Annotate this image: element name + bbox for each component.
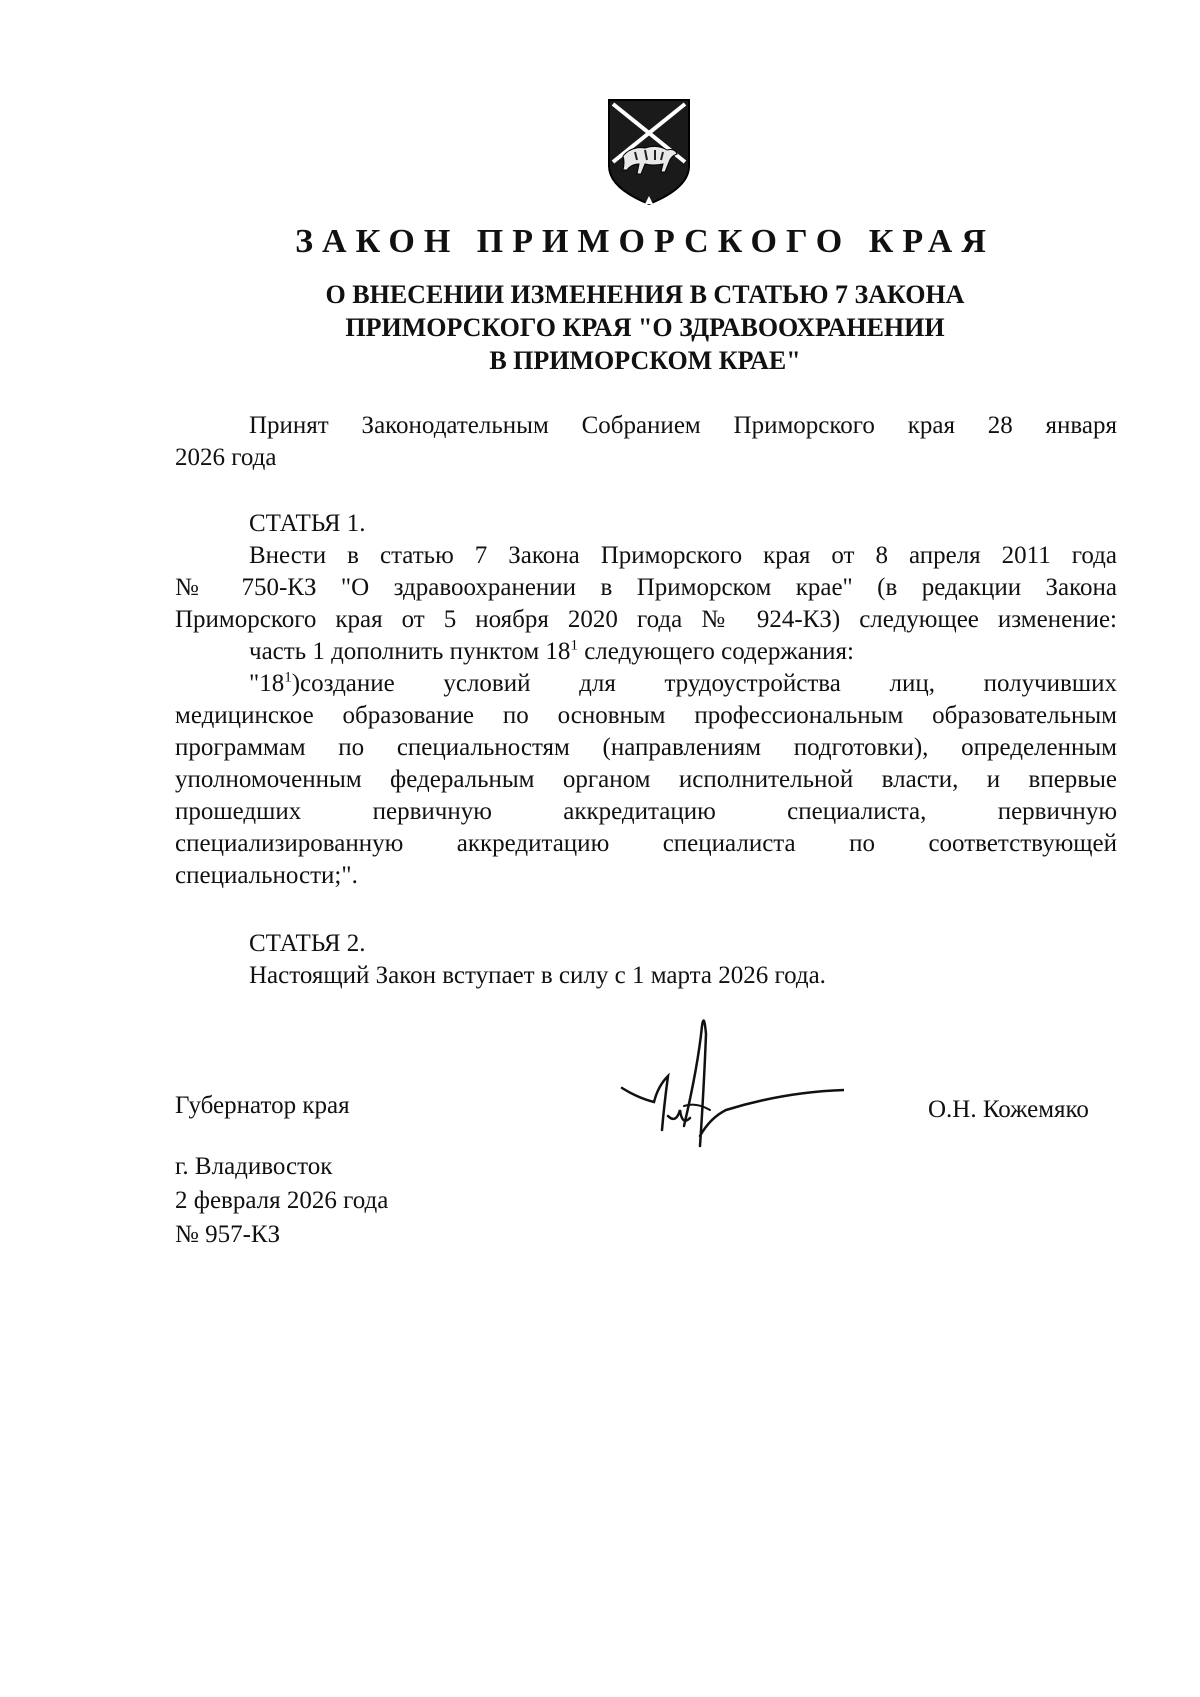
article-heading-text: СТАТЬЯ 1.	[249, 510, 366, 537]
subtitle-line: О ВНЕСЕНИИ ИЗМЕНЕНИЯ В СТАТЬЮ 7 ЗАКОНА	[325, 280, 965, 309]
law-title: ЗАКОН ПРИМОРСКОГО КРАЯ	[295, 223, 995, 260]
article-1-amendment-intro	[175, 636, 1117, 668]
subtitle-line: В ПРИМОРСКОМ КРАЕ"	[489, 346, 801, 375]
article-1-body	[175, 540, 1117, 892]
place-date-number	[175, 1150, 388, 1252]
superscript: 1	[570, 637, 578, 654]
quote-line: специализированную аккредитацию специалиста по соответствующей	[175, 830, 1117, 857]
signer-role: Губернатор края	[175, 1092, 350, 1119]
adoption-paragraph	[175, 410, 1117, 474]
adoption-line: 2026 года	[175, 444, 277, 471]
quote-line: прошедших первичную аккредитацию специалиста, первичную	[175, 798, 1117, 825]
law-number: № 957-КЗ	[175, 1221, 281, 1248]
article-1-line: № 750-КЗ "О здравоохранении в Приморском крае" (в редакции Закона	[175, 574, 1117, 601]
quote-line: программам по специальностям (направлениям подготовки), определенным	[175, 734, 1117, 761]
article-1-line: Внести в статью 7 Закона Приморского края от 8 апреля 2011 года	[249, 542, 1117, 569]
article-1-heading	[175, 508, 1117, 540]
amendment-intro-text: часть 1 дополнить пунктом 18	[249, 638, 571, 665]
law-subtitle	[160, 278, 1130, 377]
adoption-line: Принят Законодательным Собранием Приморского края 28 января	[249, 412, 1117, 439]
quote-prefix: "18	[249, 670, 285, 697]
article-1-line: Приморского края от 5 ноября 2020 года № 924-КЗ) следующее изменение:	[175, 606, 1117, 633]
quote-last-line: специальности;".	[175, 862, 358, 889]
signing-date: 2 февраля 2026 года	[175, 1187, 389, 1214]
amendment-intro-text: следующего содержания:	[577, 638, 854, 665]
signing-city: г. Владивосток	[175, 1153, 333, 1180]
article-heading-text: СТАТЬЯ 2.	[249, 930, 366, 957]
quote-line: медицинское образование по основным профессиональным образовательным	[175, 702, 1117, 729]
quote-first-line	[175, 668, 1117, 700]
article-2-body	[175, 960, 1117, 992]
article-2-text: Настоящий Закон вступает в силу с 1 марта 2026 года.	[249, 962, 826, 989]
handwritten-signature	[614, 1006, 844, 1156]
coat-of-arms-emblem	[605, 96, 693, 208]
quote-text: )создание условий для трудоустройства лиц, получивших	[291, 670, 1117, 697]
superscript: 1	[284, 669, 292, 686]
subtitle-line: ПРИМОРСКОГО КРАЯ "О ЗДРАВООХРАНЕНИИ	[345, 313, 945, 342]
article-2-heading	[175, 928, 1117, 960]
signer-name: О.Н. Кожемяко	[928, 1096, 1089, 1123]
quote-line: уполномоченным федеральным органом исполнительной власти, и впервые	[175, 766, 1117, 793]
